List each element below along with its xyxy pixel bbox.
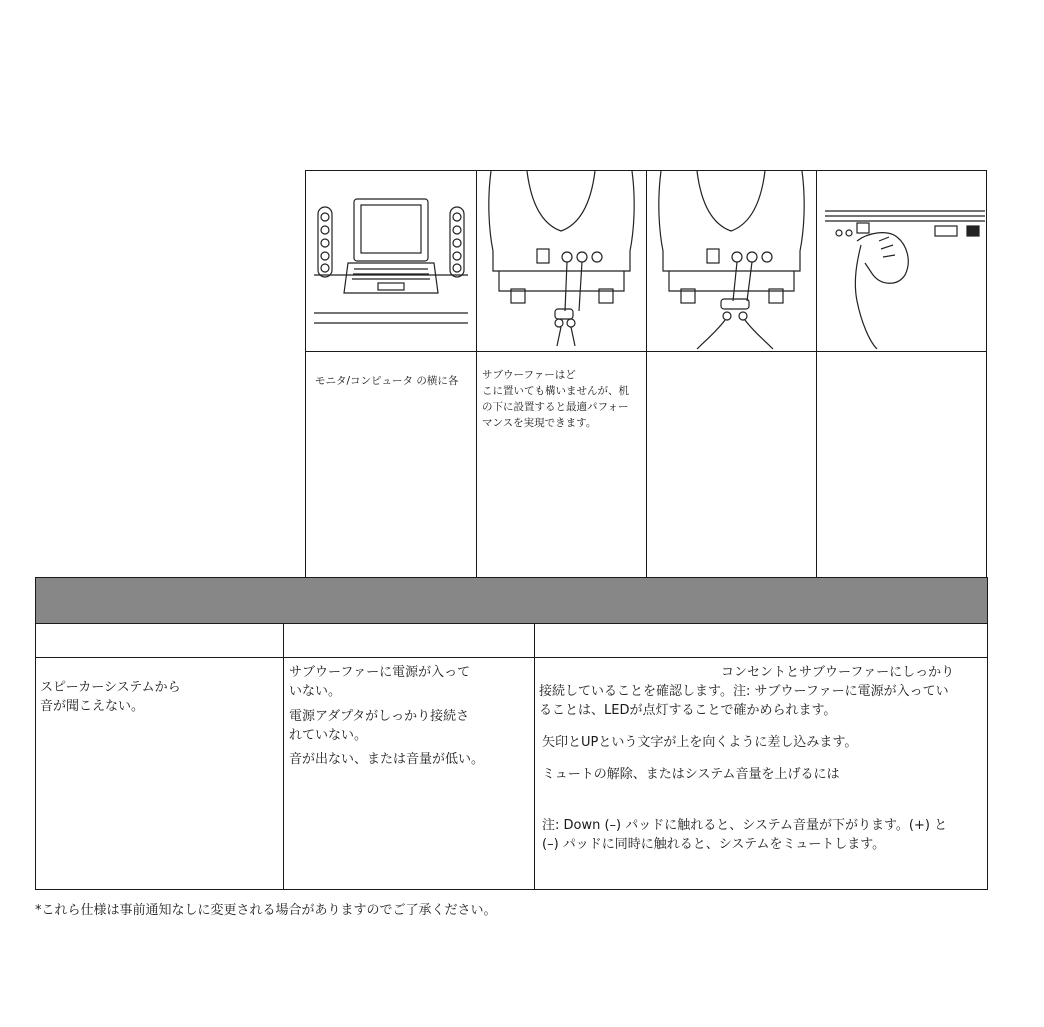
table-header-bar bbox=[36, 578, 987, 623]
subwoofer-connection-illustration bbox=[647, 171, 816, 351]
table-divider bbox=[534, 623, 535, 889]
solution-text-3: 矢印とUPという文字が上を向くように差し込みます。 bbox=[542, 735, 858, 750]
laptop-speakers-illustration bbox=[306, 171, 476, 351]
solution-text-2: 接続していることを確認します。注: サブウーファーに電源が入ってい ることは、LEDが点灯することで確かめられます。 bbox=[539, 684, 949, 718]
grid-divider bbox=[306, 351, 986, 352]
table-divider bbox=[36, 623, 987, 624]
footnote: *これら仕様は事前通知なしに変更される場合がありますのでご了承ください。 bbox=[35, 903, 497, 918]
cause-text-1: サブウーファーに電源が入って いない。 bbox=[289, 665, 471, 699]
solution-text-5: 注: Down (–) パッドに触れると、システム音量が下がります。(+) と (–) パッドに同時に触れると、システムをミュートします。 bbox=[542, 818, 948, 852]
cause-text-3: 音が出ない、または音量が低い。 bbox=[289, 752, 485, 767]
cause-text-2: 電源アダプタがしっかり接続さ れていない。 bbox=[289, 709, 470, 743]
solution-text-1: コンセントとサブウーファーにしっかり bbox=[721, 665, 955, 680]
computer-port-plugging-illustration bbox=[817, 171, 987, 351]
table-divider bbox=[283, 623, 284, 889]
solution-text-4: ミュートの解除、またはシステム音量を上げるには bbox=[542, 767, 840, 782]
setup-caption-2: サブウーファーはど こに置いても構いませんが、机 の下に設置すると最適パフォー マンスを実現できます。 bbox=[482, 369, 629, 429]
setup-caption-1: モニタ/コンピュータ の横に各 bbox=[315, 375, 459, 387]
problem-text: スピーカーシステムから 音が聞こえない。 bbox=[40, 680, 181, 714]
setup-grid bbox=[305, 170, 987, 578]
troubleshooting-table bbox=[35, 577, 988, 890]
table-divider bbox=[36, 657, 987, 658]
subwoofer-back-illustration bbox=[477, 171, 646, 351]
